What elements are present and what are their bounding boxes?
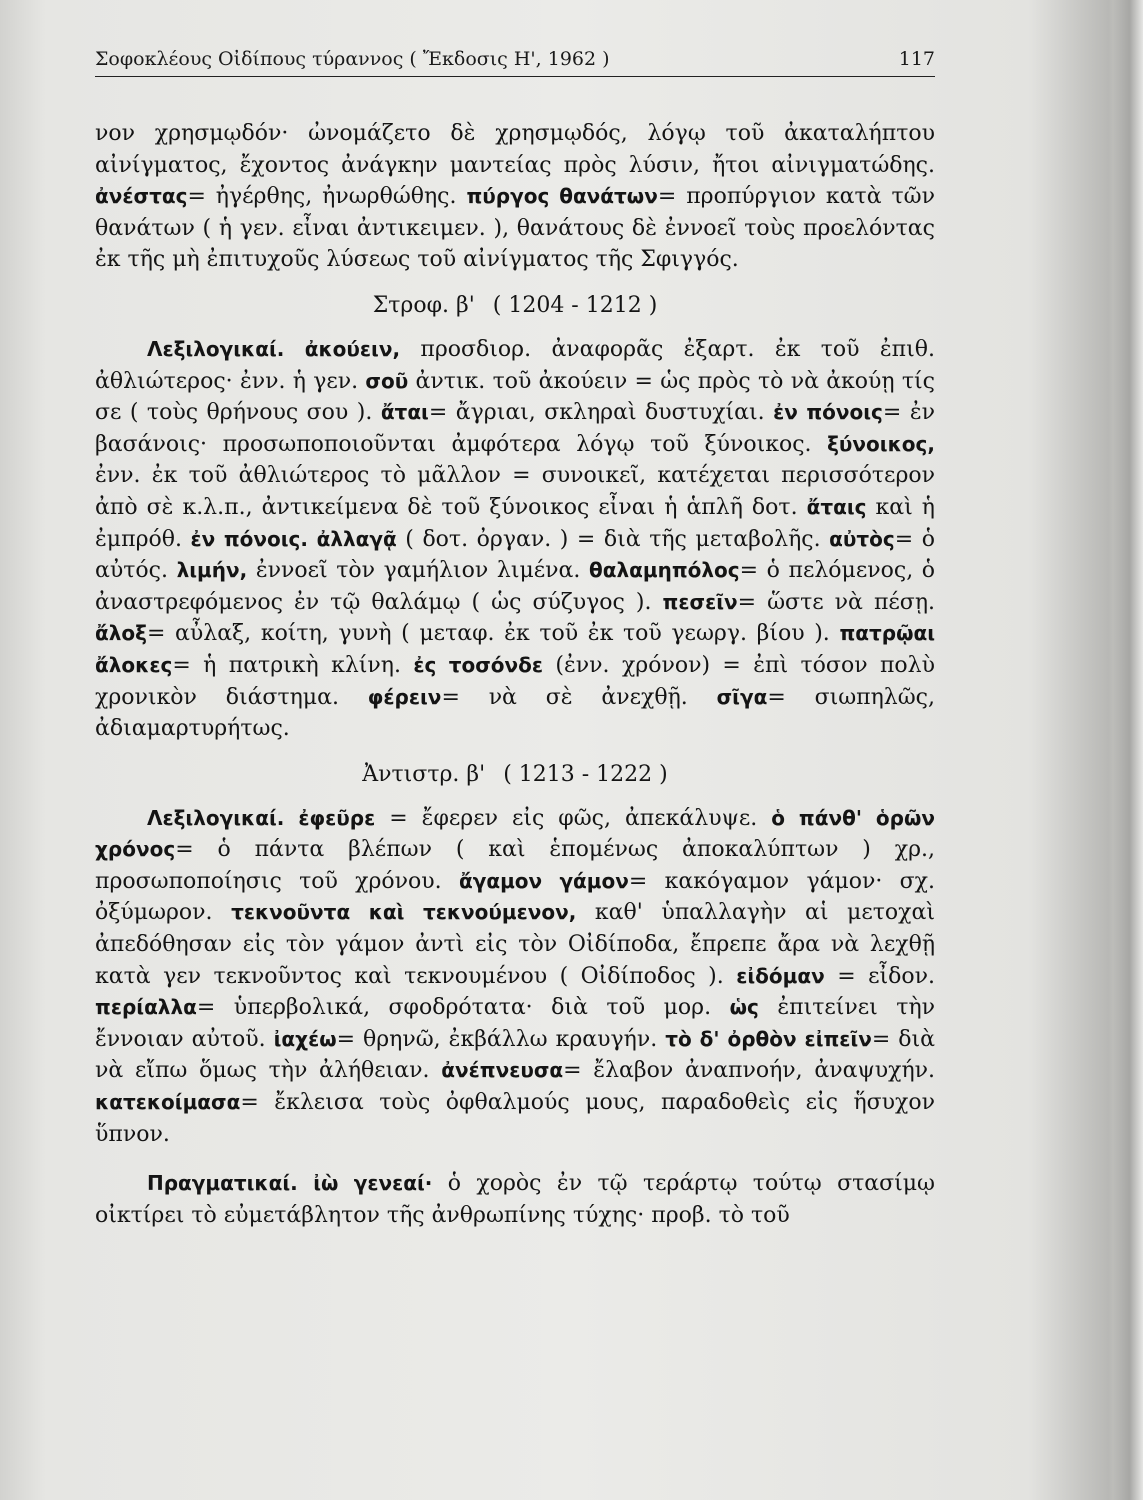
notes-category-label: Λεξιλογικαί. (147, 336, 285, 361)
running-title: Σοφοκλέους Οἰδίπους τύραννος ( Ἔκδοσις Η', 1962 ) (95, 48, 610, 70)
lemma: ἄταις (806, 494, 867, 519)
paragraph-text: καθ' ὑπαλλαγὴν αἱ μετοχαὶ ἀπεδόθησαν εἰς τὸν γάμον ἀντὶ εἰς τὸν Οἰδίποδα, ἔπρεπε ἄρα νὰ λεχθῇ κατὰ γεν τεκνοῦντος καὶ τεκνουμένου ( Οἰδίποδος ). (95, 900, 935, 989)
paragraph-text: = προπύργιον κατὰ τῶν θανάτων ( ἡ γεν. εἶναι ἀντικειμεν. ), θανάτους δὲ ἐννοεῖ τοὺς προελόντας ἐκ τῆς μὴ ἐπιτυχοῦς λύσεως τοῦ αἰνίγματος τῆς Σφιγγός. (95, 184, 935, 273)
lemma: ἀνέπνευσα (441, 1058, 564, 1083)
lemma: ἰὼ γενεαί· (313, 1171, 433, 1196)
lemma: εἰδόμαν (736, 963, 825, 988)
lemma: ἐν πόνοις. (190, 526, 309, 551)
paragraph-text: ἐνν. ἐκ τοῦ ἀθλιώτερος τὸ μᾶλλον = συνοικεῖ, κατέχεται περισσότερον ἀπὸ σὲ κ.λ.π., ἀντικείμενα δὲ τοῦ ξύνοικος εἶναι ἡ ἁπλῆ δοτ. (95, 463, 935, 520)
notes-category-label: Λεξιλογικαί. (147, 805, 285, 830)
lemma: ἄται (380, 400, 429, 425)
paragraph-text: ὁ χορὸς ἐν τῷ τεράρτῳ τούτῳ στασίμῳ οἰκτίρει τὸ εὐμετάβλητον τῆς ἀνθρωπίνης τύχης· προβ. τὸ τοῦ (95, 1171, 935, 1228)
lemma: περίαλλα (95, 995, 197, 1020)
page-number: 117 (898, 48, 935, 70)
lemma: ἐν πόνοις (773, 400, 883, 425)
paragraph-text: = ἔλαβον ἀναπνοήν, ἀναψυχήν. (563, 1058, 935, 1084)
paragraph-text: = θρηνῶ, ἐκβάλλω κραυγήν. (336, 1026, 658, 1052)
paragraph-text: = κακόγαμον γάμον· σχ. ὀξύμωρον. (95, 868, 936, 926)
factual-notes (95, 1168, 935, 1231)
lemma: ἄγαμον γάμον (458, 868, 629, 893)
paragraph-text: νον χρησμῳδόν· ὠνομάζετο δὲ χρησμῳδός, λόγῳ τοῦ ἀκαταλήπτου αἰνίγματος, ἔχοντος ἀνάγκην μαντείας πρὸς λύσιν, ἤτοι αἰνιγματώδης. (95, 121, 935, 178)
lemma: ἀλλαγᾷ (316, 526, 397, 551)
paragraph-text: = εἶδον. (837, 963, 936, 989)
lemma: θαλαμηπόλος (588, 558, 740, 583)
section-line-range: ( 1204 - 1212 ) (492, 292, 658, 318)
lexical-notes-strophe (95, 334, 935, 745)
page-body (95, 118, 935, 1231)
lemma: πεσεῖν (662, 589, 738, 614)
commentary-paragraph (95, 118, 935, 276)
page-header (95, 40, 935, 77)
paragraph-text: ἐννοεῖ τὸν γαμήλιον λιμένα. (255, 558, 581, 584)
paragraph-text: = ὑπερβολικά, σφοδρότατα· διὰ τοῦ μορ. (196, 995, 712, 1021)
paragraph-text: = διὰ νὰ εἴπω ὅμως τὴν ἀλήθειαν. (95, 1026, 935, 1084)
page-edge-shadow (1113, 0, 1143, 1500)
lemma: ξύνοικος, (827, 431, 935, 456)
paragraph-text: καὶ ἡ ἐμπρόθ. (95, 494, 935, 552)
section-line-range: ( 1213 - 1222 ) (503, 761, 668, 787)
lemma: τὸ δ' ὀρθὸν εἰπεῖν (665, 1026, 872, 1051)
lemma: σοῦ (365, 368, 409, 393)
paragraph-text: = ὁ πάντα βλέπων ( καὶ ἑπομένως ἀποκαλύπτων ) χρ., προσωποποίησις τοῦ χρόνου. (95, 837, 935, 894)
section-heading-antistrophe (95, 759, 935, 791)
lemma: ὡς (729, 995, 759, 1020)
lemma: ἐφεῦρε (298, 805, 376, 830)
paragraph-text: (ἐνν. χρόνον) = ἐπὶ τόσον πολὺ χρονικὸν διάστημα. (95, 652, 935, 710)
paragraph-text: = ἐν βασάνοις· προσωποποιοῦνται ἀμφότερα λόγῳ τοῦ ξύνοικος. (95, 400, 936, 457)
lemma: πύργος θανάτων (466, 184, 658, 209)
lemma: φέρειν (367, 684, 442, 709)
paragraph-text: ἐπιτείνει τὴν ἔννοιαν αὐτοῦ. (95, 995, 935, 1052)
lemma: ἄλοξ (95, 621, 147, 646)
paragraph-text: = ἠγέρθης, ἠνωρθώθης. (187, 184, 457, 210)
paragraph-text: = ἄγριαι, σκληραὶ δυστυχίαι. (428, 400, 765, 426)
paragraph-text: = ἔφερεν εἰς φῶς, ἀπεκάλυψε. (389, 805, 758, 831)
section-heading-strophe (95, 290, 935, 322)
lemma: κατεκοίμασα (95, 1090, 241, 1115)
paragraph-text: ἀντικ. τοῦ ἀκούειν = ὡς πρὸς τὸ νὰ ἀκούῃ τίς σε ( τοὺς θρήνους σου ). (95, 368, 935, 426)
lemma: σῖγα (716, 684, 768, 709)
paragraph-text: = ὥστε νὰ πέσῃ. (737, 589, 936, 615)
lemma: ἀνέστας (95, 184, 188, 209)
section-label: Ἀντιστρ. β' (362, 761, 486, 787)
paragraph-text: ( δοτ. ὀργαν. ) = διὰ τῆς μεταβολῆς. (405, 526, 821, 552)
lemma: ὁ πάνθ' ὁρῶν χρόνος (95, 805, 935, 862)
notes-category-label: Πραγματικαί. (147, 1171, 298, 1196)
lexical-notes-antistrophe (95, 803, 935, 1151)
lemma: ἐς τοσόνδε (413, 652, 544, 677)
paragraph-text: = σιωπηλῶς, ἀδιαμαρτυρήτως. (95, 684, 935, 742)
lemma: λιμήν, (176, 558, 248, 583)
paragraph-text: = νὰ σὲ ἀνεχθῇ. (441, 684, 688, 710)
paragraph-gap (95, 1150, 935, 1168)
lemma: αὐτὸς (829, 526, 895, 551)
section-label: Στροφ. β' (372, 292, 475, 318)
paragraph-text: προσδιορ. ἀναφορᾶς ἐξαρτ. ἐκ τοῦ ἐπιθ. ἀθλιώτερος· ἐνν. ἡ γεν. (95, 336, 935, 394)
lemma: τεκνοῦντα καὶ τεκνούμενον, (231, 900, 577, 925)
paragraph-text: = ὁ αὐτός. (95, 526, 935, 584)
lemma: ἀκούειν, (304, 336, 401, 361)
lemma: ἰαχέω (273, 1026, 337, 1051)
paragraph-text: = αὖλαξ, κοίτη, γυνὴ ( μεταφ. ἐκ τοῦ ἐκ τοῦ γεωργ. βίου ). (146, 621, 830, 647)
paragraph-text: = ἡ πατρικὴ κλίνη. (172, 652, 401, 678)
paragraph-text: = ἔκλεισα τοὺς ὀφθαλμούς μους, παραδοθεὶς εἰς ἥσυχον ὕπνον. (95, 1090, 935, 1147)
lemma: πατρῷαι ἄλοκες (95, 621, 936, 677)
paragraph-text: = ὁ πελόμενος, ὁ ἀναστρεφόμενος ἐν τῷ θαλάμῳ ( ὡς σύζυγος ). (95, 558, 936, 615)
